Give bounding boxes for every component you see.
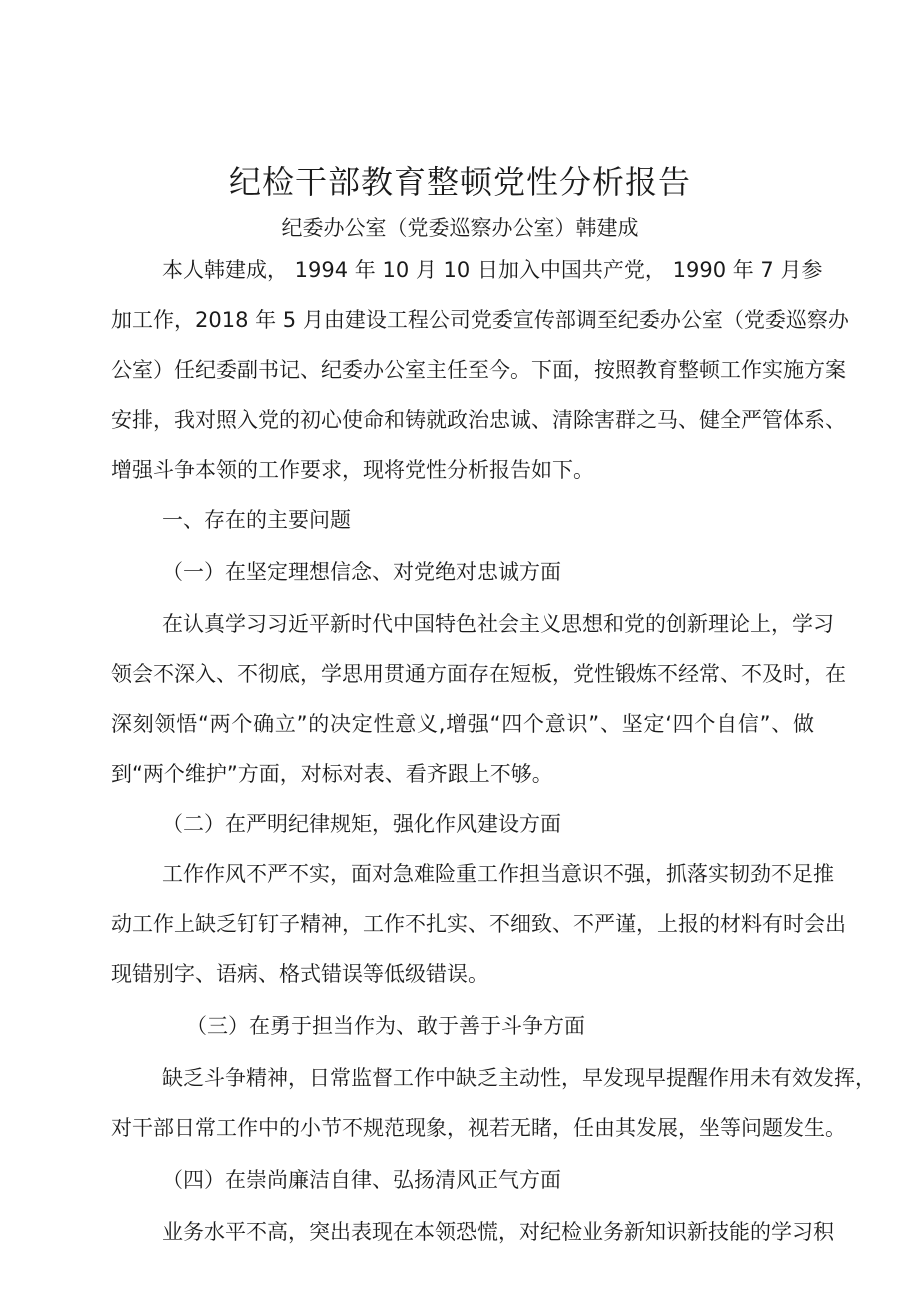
intro-line-1: 本人韩建成， 1994 年 10 月 10 日加入中国共产党， 1990 年 7 月参 (162, 258, 823, 282)
subsection-4-line-1: 业务水平不高，突出表现在本领恐慌，对纪检业务新知识新技能的学习积 (162, 1220, 834, 1244)
subsection-1-line-2: 领会不深入、不彻底，学思用贯通方面存在短板，党性锻炼不经常、不及时，在 (111, 662, 846, 686)
intro-line-4: 安排，我对照入党的初心使命和铸就政治忠诚、清除害群之马、健全严管体系、 (111, 408, 846, 432)
subsection-1-line-3: 深刻领悟“两个确立”的决定性意义,增强“四个意识”、坚定‘四个自信”、做 (111, 712, 814, 736)
intro-line-5: 增强斗争本领的工作要求，现将党性分析报告如下。 (111, 458, 594, 482)
subsection-2-line-2: 动工作上缺乏钉钉子精神，工作不扎实、不细致、不严谨，上报的材料有时会出 (111, 912, 846, 936)
subsection-4-heading: （四）在崇尚廉洁自律、弘扬清风正气方面 (162, 1168, 561, 1192)
author-line: 纪委办公室（党委巡察办公室）韩建成 (281, 216, 639, 240)
subsection-3-heading: （三）在勇于担当作为、敢于善于斗争方面 (186, 1014, 585, 1038)
subsection-1-line-4: 到“两个维护”方面，对标对表、看齐跟上不够。 (111, 762, 553, 786)
section-heading: 一、存在的主要问题 (162, 508, 351, 532)
subsection-1-line-1: 在认真学习习近平新时代中国特色社会主义思想和党的创新理论上，学习 (162, 612, 834, 636)
subsection-2-line-3: 现错别字、语病、格式错误等低级错误。 (111, 962, 489, 986)
intro-line-2: 加工作，2018 年 5 月由建设工程公司党委宣传部调至纪委办公室（党委巡察办 (111, 308, 849, 332)
subsection-3-line-2: 对干部日常工作中的小节不规范现象，视若无睹，任由其发展，坐等问题发生。 (111, 1116, 846, 1140)
subsection-2-heading: （二）在严明纪律规矩，强化作风建设方面 (162, 812, 561, 836)
subsection-3-line-1: 缺乏斗争精神，日常监督工作中缺乏主动性，早发现早提醒作用未有效发挥， (162, 1066, 876, 1090)
report-title: 纪检干部教育整顿党性分析报告 (228, 163, 691, 201)
intro-line-3: 公室）任纪委副书记、纪委办公室主任至今。下面，按照教育整顿工作实施方案 (111, 358, 846, 382)
subsection-1-heading: （一）在坚定理想信念、对党绝对忠诚方面 (162, 560, 561, 584)
subsection-2-line-1: 工作作风不严不实，面对急难险重工作担当意识不强，抓落实韧劲不足推 (162, 862, 834, 886)
